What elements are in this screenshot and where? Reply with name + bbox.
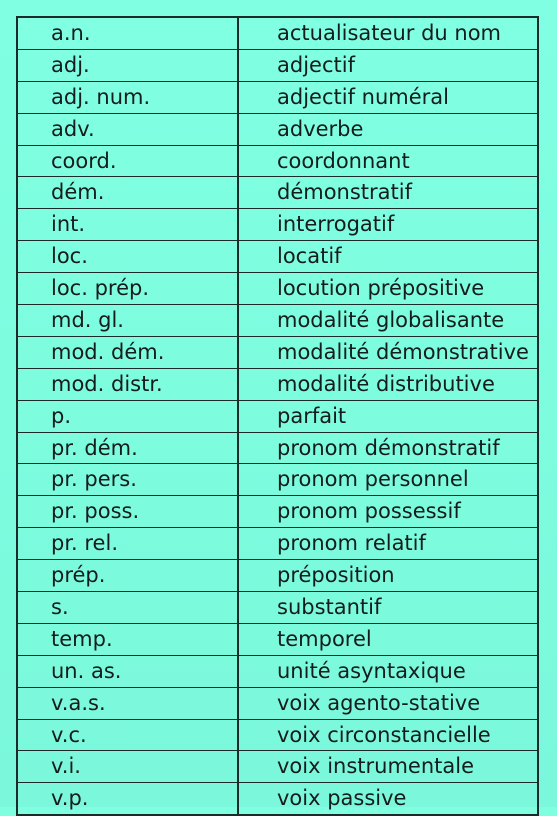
table-row — [17, 400, 538, 432]
abbreviation-cell: a.n. — [17, 17, 238, 49]
meaning-cell: voix passive — [277, 786, 407, 811]
meaning-cell: pronom personnel — [238, 464, 538, 496]
meaning-cell: adverbe — [238, 113, 538, 145]
abbreviation-cell: int. — [17, 209, 238, 241]
meaning-cell: actualisateur du nom — [238, 17, 538, 49]
abbreviation-table-body — [17, 17, 538, 815]
meaning-cell: interrogatif — [238, 209, 538, 241]
abbreviation-cell: v.i. — [17, 751, 238, 783]
meaning-cell: pronom démonstratif — [238, 432, 538, 464]
meaning-cell: coordonnant — [238, 145, 538, 177]
meaning-cell: modalité globalisante — [238, 305, 538, 337]
table-row — [17, 17, 538, 49]
meaning-cell: substantif — [238, 592, 538, 624]
table-row — [17, 496, 538, 528]
meaning-cell: pronom relatif — [238, 528, 538, 560]
table-row — [17, 623, 538, 655]
abbreviation-cell: v.c. — [17, 719, 238, 751]
table-row — [17, 783, 538, 815]
table-row — [17, 432, 538, 464]
meaning-cell: locution prépositive — [238, 273, 538, 305]
meaning-cell: parfait — [238, 400, 538, 432]
abbreviation-cell: mod. distr. — [17, 368, 238, 400]
table-row — [17, 655, 538, 687]
table-row — [17, 751, 538, 783]
abbreviation-cell: v.p. — [17, 783, 238, 815]
meaning-cell: démonstratif — [238, 177, 538, 209]
abbreviation-cell: pr. dém. — [17, 432, 238, 464]
meaning-cell: adjectif numéral — [238, 81, 538, 113]
meaning-cell: voix circonstancielle — [238, 719, 538, 751]
abbreviation-cell: pr. rel. — [17, 528, 238, 560]
abbreviation-cell: mod. dém. — [17, 336, 238, 368]
abbreviation-cell: un. as. — [17, 655, 238, 687]
abbreviation-cell: pr. pers. — [17, 464, 238, 496]
table-row — [17, 687, 538, 719]
meaning-cell: temporel — [238, 623, 538, 655]
abbreviation-cell: loc. — [17, 241, 238, 273]
table-row — [17, 464, 538, 496]
table-row — [17, 336, 538, 368]
abbreviation-cell: p. — [17, 400, 238, 432]
abbreviation-cell: adj. — [17, 49, 238, 81]
table-row — [17, 528, 538, 560]
abbreviation-cell: temp. — [17, 623, 238, 655]
table-row — [17, 209, 538, 241]
table-row — [17, 592, 538, 624]
table-row — [17, 560, 538, 592]
abbreviation-cell: dém. — [17, 177, 238, 209]
abbreviation-cell: adj. num. — [17, 81, 238, 113]
abbreviation-cell: v.a.s. — [17, 687, 238, 719]
table-row — [17, 113, 538, 145]
meaning-cell: modalité distributive — [238, 368, 538, 400]
abbreviation-cell: prép. — [17, 560, 238, 592]
abbreviation-cell: loc. prép. — [17, 273, 238, 305]
abbreviation-cell: pr. poss. — [17, 496, 238, 528]
meaning-cell: pronom possessif — [238, 496, 538, 528]
meaning-cell: voix agento-stative — [238, 687, 538, 719]
table-row — [17, 241, 538, 273]
table-row — [17, 719, 538, 751]
table-row — [17, 177, 538, 209]
table-row — [17, 368, 538, 400]
meaning-cell: modalité démonstrative — [238, 336, 538, 368]
table-row — [17, 273, 538, 305]
table-row — [17, 81, 538, 113]
table-row — [17, 49, 538, 81]
abbreviation-cell: adv. — [17, 113, 238, 145]
abbreviation-cell: s. — [17, 592, 238, 624]
abbreviation-cell: coord. — [17, 145, 238, 177]
abbreviation-table — [16, 16, 539, 816]
meaning-cell: adjectif — [238, 49, 538, 81]
table-row — [17, 145, 538, 177]
table-row — [17, 305, 538, 337]
meaning-cell: locatif — [238, 241, 538, 273]
meaning-cell: unité asyntaxique — [238, 655, 538, 687]
meaning-cell: voix instrumentale — [238, 751, 538, 783]
meaning-cell: préposition — [238, 560, 538, 592]
abbreviation-cell: md. gl. — [17, 305, 238, 337]
